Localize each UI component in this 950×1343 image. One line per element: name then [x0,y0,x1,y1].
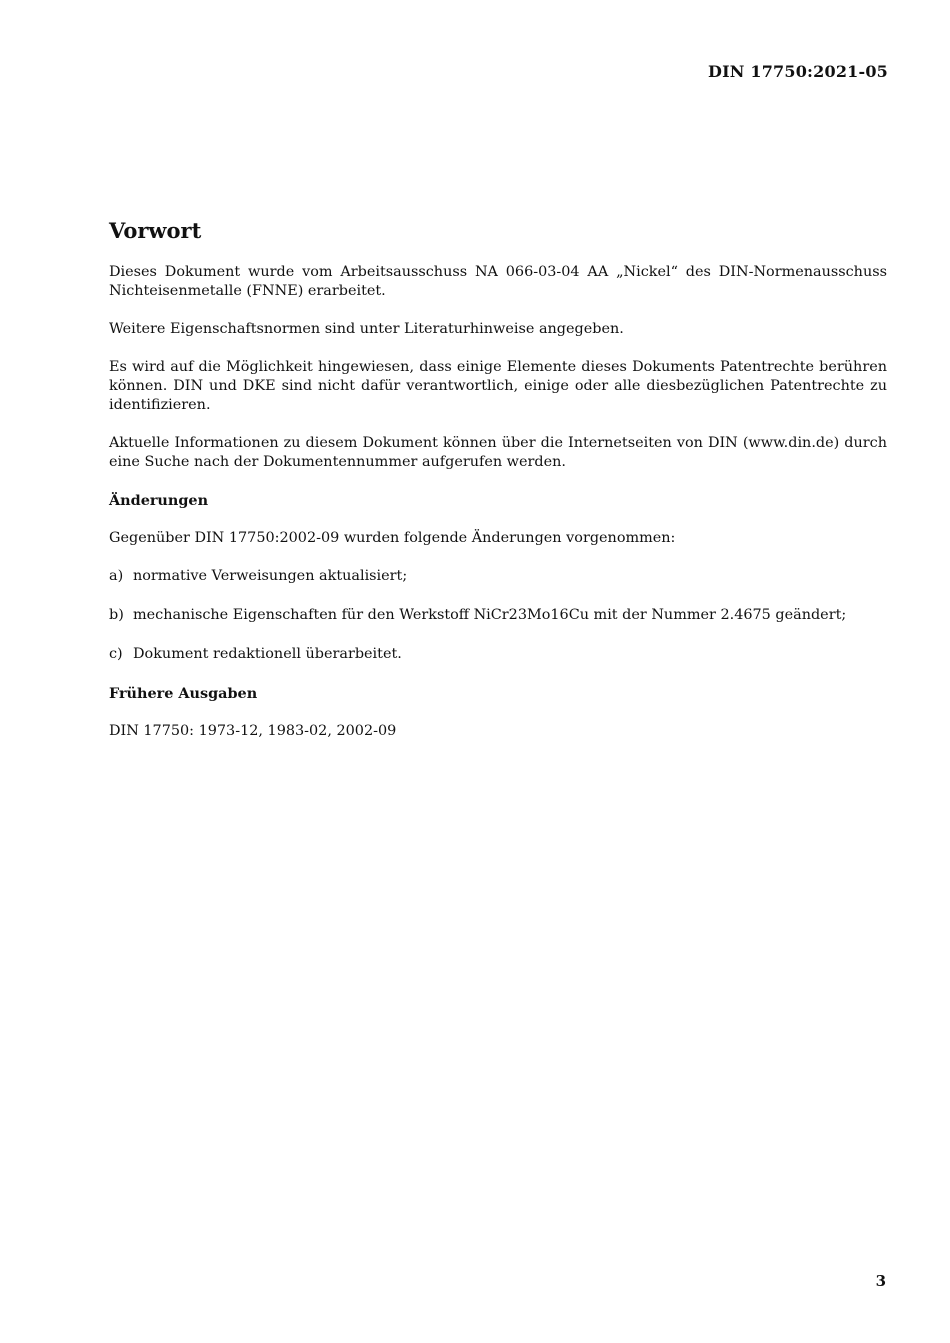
list-marker: c) [109,646,123,662]
paragraph-information: Aktuelle Informationen zu diesem Dokument können über die Internetseiten von DIN (www.din.de) durch eine Suche nach der Dokumentennummer aufgerufen werden. [109,435,887,470]
list-item-text: normative Verweisungen aktualisiert; [133,568,408,584]
foreword-section [109,217,887,760]
previous-editions-text: DIN 17750: 1973-12, 1983-02, 2002-09 [109,723,397,739]
list-item-text: Dokument redaktionell überarbeitet. [133,646,402,662]
paragraph-committee: Dieses Dokument wurde vom Arbeitsausschuss NA 066-03-04 AA „Nickel“ des DIN-Normenausschuss Nichteisenmetalle (FNNE) erarbeitet. [109,264,887,299]
paragraph-patents: Es wird auf die Möglichkeit hingewiesen, dass einige Elemente dieses Dokuments Patentrechte berühren können. DIN und DKE sind nicht dafür verantwortlich, einige oder alle diesbezüglichen Patentrechte zu identifizieren. [109,359,887,413]
changes-intro: Gegenüber DIN 17750:2002-09 wurden folgende Änderungen vorgenommen: [109,530,676,546]
changes-heading: Änderungen [109,492,209,509]
paragraph-references: Weitere Eigenschaftsnormen sind unter Literaturhinweise angegeben. [109,321,624,337]
document-number: DIN 17750:2021-05 [708,62,888,81]
list-item-text: mechanische Eigenschaften für den Werkstoff NiCr23Mo16Cu mit der Nummer 2.4675 geändert; [133,607,847,623]
page-number: 3 [875,1272,886,1290]
section-title: Vorwort [109,218,202,243]
list-marker: a) [109,568,124,584]
list-item [109,606,887,625]
list-marker: b) [109,607,124,623]
list-item [109,645,887,664]
previous-editions-heading: Frühere Ausgaben [109,685,258,702]
list-item [109,567,887,586]
